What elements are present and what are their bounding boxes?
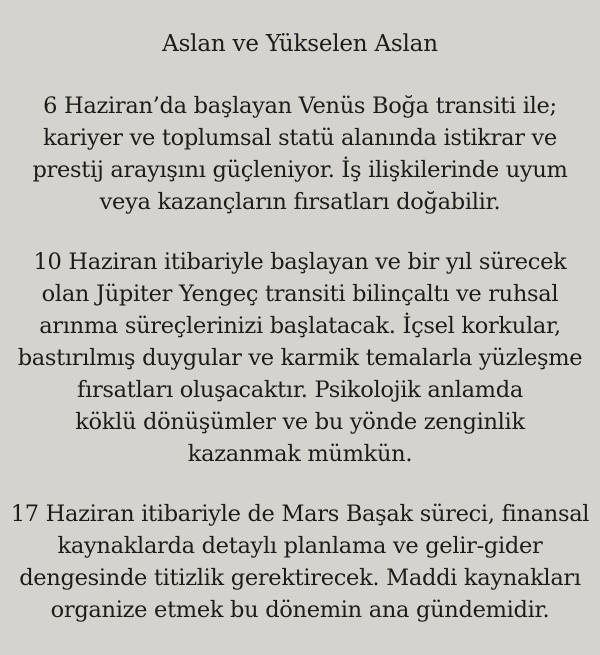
text-line: 17 Haziran itibariyle de Mars Başak süreci, finansal <box>10 501 590 527</box>
text-line: arınma süreçlerinizi başlatacak. İçsel korkular, <box>39 313 561 339</box>
page-title: Aslan ve Yükselen Aslan <box>162 31 438 57</box>
text-line: dengesinde titizlik gerektirecek. Maddi kaynakları <box>19 565 581 591</box>
paragraph-mars-virgo <box>0 498 600 626</box>
text-line: kariyer ve toplumsal statü alanında istikrar ve <box>43 125 557 151</box>
text-line: bastırılmış duygular ve karmik temalarla yüzleşme <box>17 345 583 371</box>
paragraph-jupiter-cancer <box>0 246 600 470</box>
text-line: organize etmek bu dönemin ana gündemidir. <box>50 597 550 623</box>
text-line: veya kazançların fırsatları doğabilir. <box>99 189 501 215</box>
text-line: kazanmak mümkün. <box>187 441 413 467</box>
text-line: olan Jüpiter Yengeç transiti bilinçaltı ve ruhsal <box>41 281 559 307</box>
text-line: köklü dönüşümler ve bu yönde zenginlik <box>75 409 525 435</box>
paragraph-venus-taurus <box>0 90 600 218</box>
text-line: kaynaklarda detaylı planlama ve gelir-gider <box>57 533 543 559</box>
text-line: 6 Haziran’da başlayan Venüs Boğa transiti ile; <box>43 93 557 119</box>
text-line: prestij arayışını güçleniyor. İş ilişkilerinde uyum <box>32 157 568 183</box>
text-line: fırsatları oluşacaktır. Psikolojik anlamda <box>77 377 523 403</box>
text-line: 10 Haziran itibariyle başlayan ve bir yıl sürecek <box>33 249 567 275</box>
